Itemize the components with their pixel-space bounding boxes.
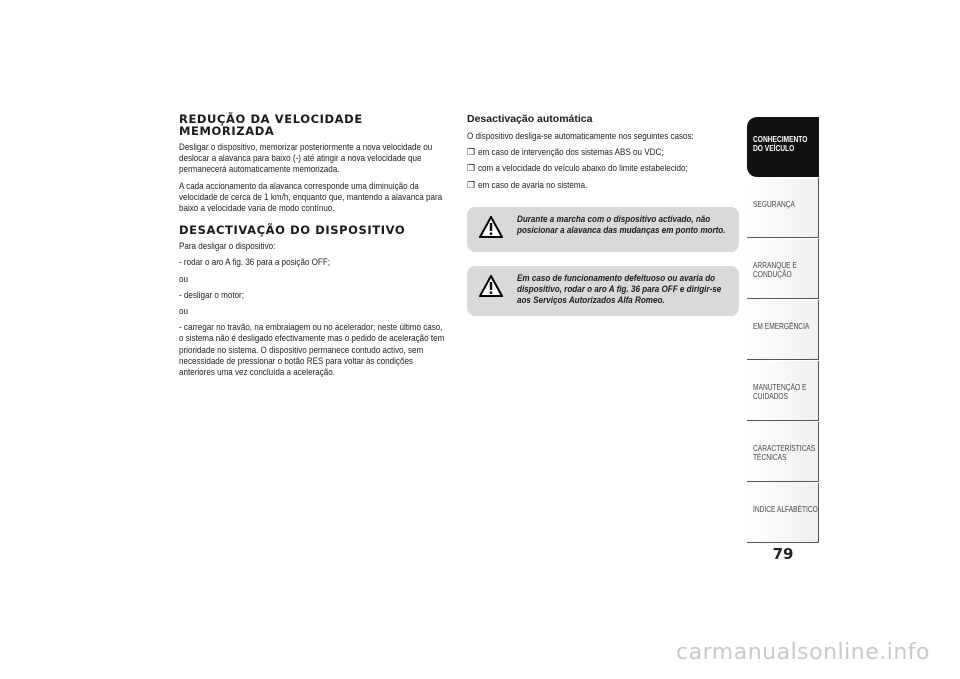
tab-caracteristicas-tecnicas[interactable]: CARACTERÍSTICAS TÉCNICAS	[747, 422, 819, 482]
warning-triangle-icon	[479, 216, 503, 238]
tab-em-emergencia[interactable]: EM EMERGÊNCIA	[747, 300, 819, 360]
checkbox-bullet-icon: ❒	[467, 163, 476, 174]
paragraph: - desligar o motor;	[179, 288, 244, 300]
chapter-index-sidebar	[747, 117, 819, 544]
tab-conhecimento-do-veiculo[interactable]: CONHECIMENTO DO VEÍCULO	[747, 117, 819, 177]
list-item: ❒ em caso de intervenção dos sistemas ABS ou VDC;	[467, 146, 664, 158]
checkbox-bullet-icon: ❒	[467, 147, 476, 158]
list-item: ❒ em caso de avaria no sistema.	[467, 178, 588, 190]
page-number: 79	[772, 545, 794, 563]
heading-deactivation: DESACTIVAÇÃO DO DISPOSITIVO	[179, 223, 406, 238]
list-item: ❒ com a velocidade do veículo abaixo do limite estabelecido;	[467, 162, 688, 174]
tab-arranque-e-conducao[interactable]: ARRANQUE E CONDUÇÃO	[747, 239, 819, 299]
heading-auto-deactivation: Desactivação automática	[467, 113, 593, 125]
checkbox-bullet-icon: ❒	[467, 179, 476, 190]
warning-text: Durante a marcha com o dispositivo activado, não posicionar a alavanca das mudanças em ponto morto.	[517, 213, 726, 235]
paragraph: Para desligar o dispositivo:	[179, 240, 276, 252]
tab-manutencao-e-cuidados[interactable]: MANUTENÇÃO E CUIDADOS	[747, 361, 819, 421]
warning-box	[467, 266, 739, 316]
paragraph: - carregar no travão, na embraiagem ou no acelerador; neste último caso, o sistema não é desligado efectivamente mas o pedido de aceleração tem prioridade no sistema. O dispositivo permanece contudo activo, sem necessidade de pressionar o botão RES para voltar às condições anteriores uma vez concluída a aceleração.	[179, 321, 445, 378]
left-column	[179, 113, 449, 382]
warning-box	[467, 207, 739, 252]
watermark: carmanualsonline.info	[676, 640, 930, 665]
paragraph: ou	[179, 272, 188, 284]
right-column	[467, 113, 739, 330]
paragraph: O dispositivo desliga-se automaticamente nos seguintes casos:	[467, 130, 694, 141]
paragraph: Desligar o dispositivo, memorizar posteriormente a nova velocidade ou deslocar a alavanca para baixo (-) até atingir a nova velocidade que permanecerá automaticamente memorizada.	[179, 141, 433, 175]
paragraph: A cada accionamento da alavanca corresponde uma diminuição da velocidade de cerca de 1 km/h, enquanto que, mantendo a alavanca para baixo a velocidade varia de modo contínuo.	[179, 179, 443, 214]
tab-indice-alfabetico[interactable]: ÍNDICE ALFABÉTICO	[747, 483, 819, 543]
paragraph: - rodar o aro A fig. 36 para a posição OFF;	[179, 256, 331, 268]
tab-seguranca[interactable]: SEGURANÇA	[747, 178, 819, 238]
heading-speed-reduction: REDUÇÃO DA VELOCIDADE MEMORIZADA	[179, 112, 363, 138]
warning-triangle-icon	[479, 275, 503, 297]
paragraph: ou	[179, 305, 188, 317]
warning-text: Em caso de funcionamento defeituoso ou avaria do dispositivo, rodar o aro A fig. 36 para OFF e dirigir-se aos Serviços Autorizados Alfa Romeo.	[517, 272, 722, 305]
